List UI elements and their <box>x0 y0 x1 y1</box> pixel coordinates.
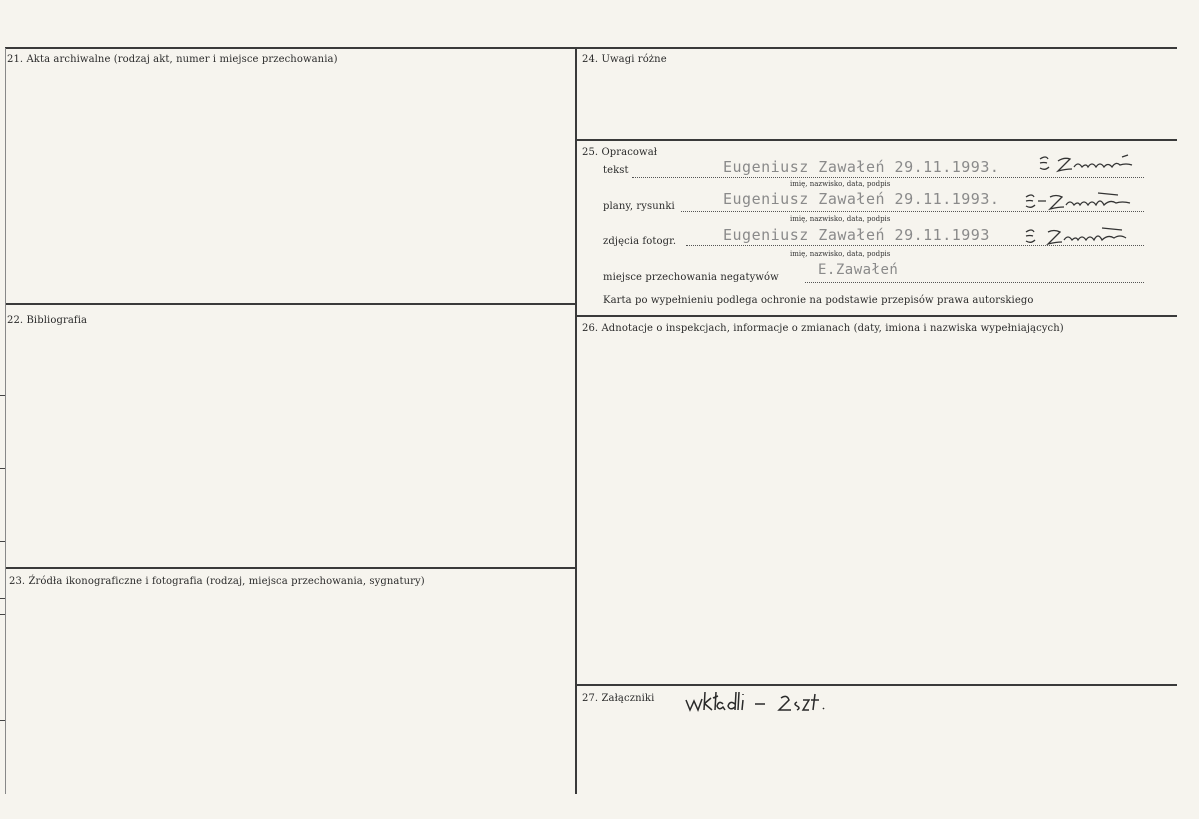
photos-row-label: zdjęcia fotogr. <box>603 236 677 247</box>
negatives-line <box>805 282 1144 283</box>
negatives-value: E.Zawałeń <box>818 262 899 278</box>
section-22-label: 22. Bibliografia <box>7 315 88 326</box>
rule-22-23 <box>5 567 577 569</box>
rule-26-27 <box>577 684 1177 686</box>
rule-25-26 <box>577 315 1177 317</box>
section-27-label: 27. Załączniki <box>582 693 655 704</box>
center-vertical-rule <box>575 48 577 794</box>
text-row-line <box>632 177 1144 178</box>
text-row-value: Eugeniusz Zawałeń 29.11.1993. <box>723 158 1000 176</box>
photos-row-caption: imię, nazwisko, data, podpis <box>790 250 891 258</box>
section-26-label: 26. Adnotacje o inspekcjach, informacje o zmianach (daty, imiona i nazwiska wypełniających) <box>582 323 1064 334</box>
plans-row-value: Eugeniusz Zawałeń 29.11.1993. <box>723 190 1000 208</box>
attachments-handwritten-note <box>683 686 858 727</box>
section-25-label: 25. Opracował <box>582 147 658 158</box>
section-23-label: 23. Źródła ikonograficzne i fotografia (rodzaj, miejsca przechowania, sygnatury) <box>9 576 425 587</box>
rule-21-22 <box>5 303 577 305</box>
rule-24-25 <box>577 139 1177 141</box>
text-row-caption: imię, nazwisko, data, podpis <box>790 180 891 188</box>
signature-3 <box>1022 224 1142 248</box>
left-vertical-rule <box>5 48 6 794</box>
signature-1 <box>1036 151 1146 175</box>
section-21-label: 21. Akta archiwalne (rodzaj akt, numer i miejsce przechowania) <box>7 54 338 65</box>
top-rule <box>5 47 1177 49</box>
plans-row-label: plany, rysunki <box>603 201 675 212</box>
attachments-handwritten-text: wkładki - 2 szt. <box>683 726 691 727</box>
signature-2 <box>1022 189 1142 213</box>
photos-row-value: Eugeniusz Zawałeń 29.11.1993 <box>723 226 990 244</box>
copyright-note: Karta po wypełnieniu podlega ochronie na podstawie przepisów prawa autorskiego <box>603 295 1034 306</box>
section-24-label: 24. Uwagi różne <box>582 54 667 65</box>
text-row-label: tekst <box>603 165 629 176</box>
plans-row-caption: imię, nazwisko, data, podpis <box>790 215 891 223</box>
negatives-label: miejsce przechowania negatywów <box>603 272 779 283</box>
